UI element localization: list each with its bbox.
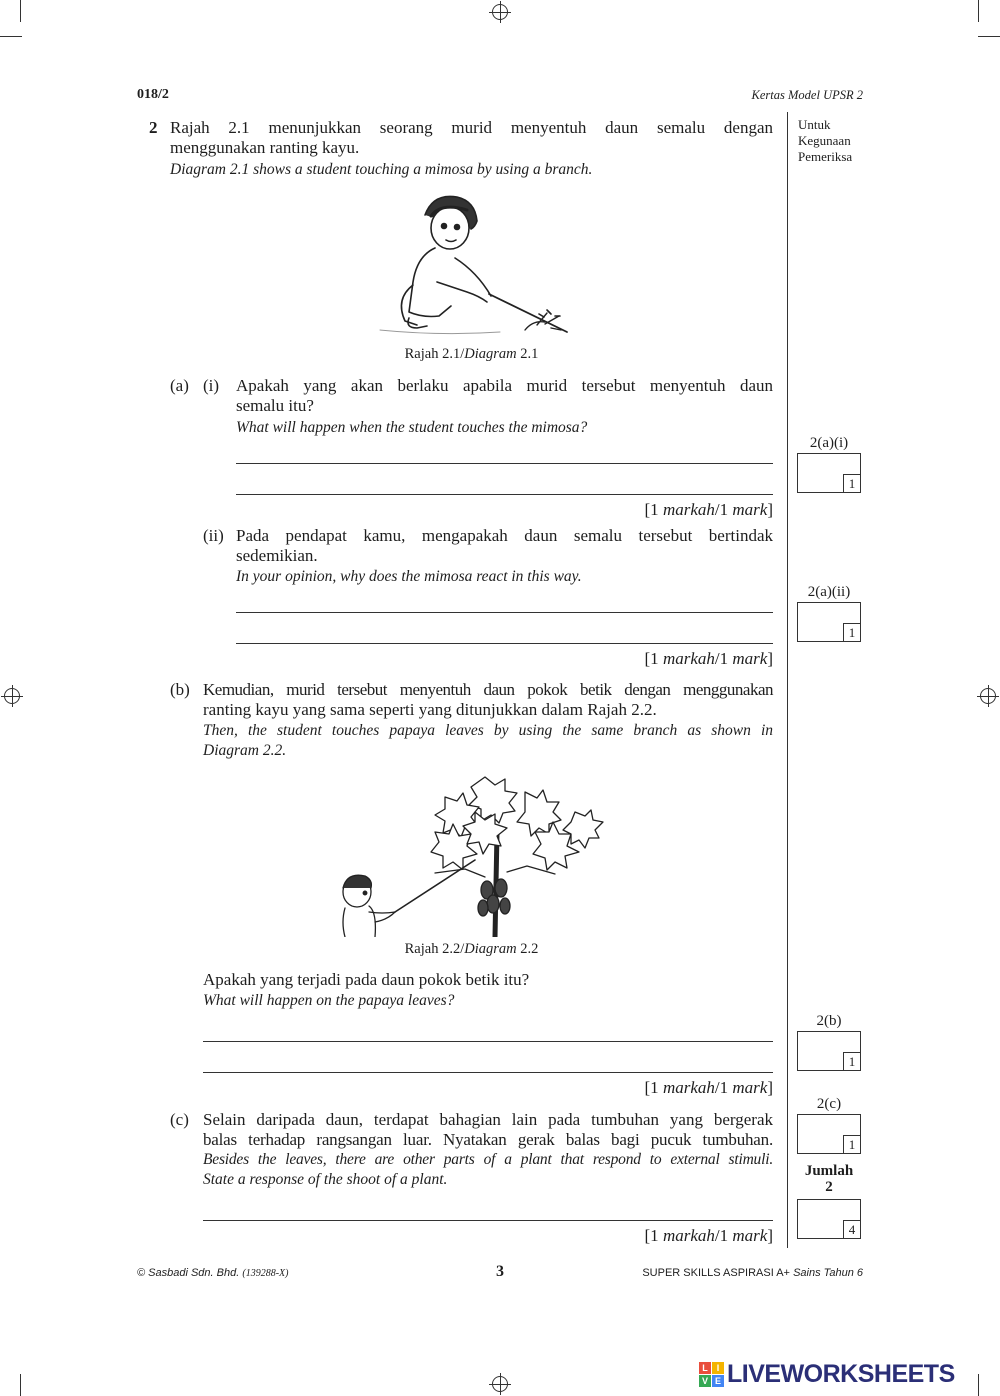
crop-mark: [978, 1374, 979, 1396]
mark-text: markah: [662, 1078, 715, 1097]
mark-text: mark: [732, 500, 768, 519]
examiner-column-divider: [787, 112, 788, 1248]
mark-text: markah: [662, 500, 715, 519]
question-c-en-line: Besides the leaves, there are other parts of a plant that respond to external stimuli.: [203, 1151, 773, 1168]
question-number: 2: [149, 118, 158, 137]
mark-text: /1: [714, 500, 733, 519]
liveworksheets-logo[interactable]: [699, 1359, 955, 1389]
series-title: SUPER SKILLS ASPIRASI A+: [642, 1267, 790, 1279]
mark-box-max: 1: [843, 474, 860, 492]
question-b-bm-line: ranting kayu yang sama seperti yang ditunjukkan dalam Rajah 2.2.: [203, 700, 657, 719]
registration-mark-icon: [492, 4, 508, 20]
examiner-label-line: Kegunaan: [798, 133, 851, 148]
registration-mark-icon: [492, 1376, 508, 1392]
subpart-label: (ii): [203, 526, 224, 545]
mark-box[interactable]: [797, 1031, 861, 1071]
part-a-label: (a): [170, 376, 189, 395]
badge-letter: E: [712, 1375, 724, 1387]
paper-code: 018/2: [137, 87, 169, 102]
liveworksheets-wordmark: LIVEWORKSHEETS: [727, 1359, 955, 1388]
question-c-bm-line: balas terhadap rangsangan luar. Nyatakan gerak balas bagi pucuk tumbuhan.: [203, 1130, 773, 1149]
crop-mark: [978, 0, 979, 22]
question-b-bm-line: Kemudian, murid tersebut menyentuh daun pokok betik dengan menggunakan: [203, 680, 773, 699]
mark-box-label: 2(a)(i): [809, 435, 849, 451]
examiner-label-line: Pemeriksa: [798, 149, 853, 164]
crop-mark: [20, 1374, 21, 1396]
answer-line[interactable]: [236, 463, 773, 464]
mark-box-label: 2(b): [816, 1013, 842, 1029]
mark-box[interactable]: [797, 602, 861, 642]
question-b-q-bm: Apakah yang terjadi pada daun pokok betik itu?: [203, 970, 530, 989]
mark-text: /1: [714, 1078, 733, 1097]
answer-line[interactable]: [236, 612, 773, 613]
figure-caption-bm: Rajah 2.1/: [404, 346, 465, 362]
mark-text: ]: [767, 1226, 773, 1245]
registration-mark-icon: [980, 688, 996, 704]
mark-text: /1: [714, 1226, 733, 1245]
mark-allocation: [645, 500, 773, 520]
figure-caption: [0, 346, 943, 363]
mark-text: [1: [644, 1078, 663, 1097]
question-b-en-line: Diagram 2.2.: [203, 742, 287, 759]
mark-allocation: [645, 1078, 773, 1098]
mark-text: markah: [662, 649, 715, 668]
mark-text: markah: [662, 1226, 715, 1245]
question-ai-en: What will happen when the student touches the mimosa?: [236, 419, 588, 436]
figure-caption-number: 2.1: [516, 346, 539, 362]
mark-box[interactable]: [797, 453, 861, 493]
mark-box-max: 1: [843, 1052, 860, 1070]
boy-touching-mimosa-illustration: [375, 190, 570, 340]
question-b-q-en: What will happen on the papaya leaves?: [203, 992, 455, 1009]
question-aii-en: In your opinion, why does the mimosa react in this way.: [236, 568, 582, 585]
answer-line[interactable]: [203, 1220, 773, 1221]
answer-line[interactable]: [203, 1041, 773, 1042]
answer-line[interactable]: [203, 1072, 773, 1073]
intro-bm-line: Rajah 2.1 menunjukkan seorang murid menyentuh daun semalu dengan: [170, 118, 773, 137]
company-number: (139288-X): [242, 1268, 289, 1279]
mark-text: /1: [714, 649, 733, 668]
part-label: [170, 376, 189, 396]
page-number: 3: [496, 1263, 504, 1280]
crop-mark: [0, 36, 22, 37]
liveworksheets-badge-icon: [699, 1362, 724, 1387]
mark-text: mark: [732, 1078, 768, 1097]
mark-allocation: [645, 1226, 773, 1246]
question-ai-bm-line: Apakah yang akan berlaku apabila murid tersebut menyentuh daun: [236, 376, 773, 395]
total-mark-max: 4: [843, 1220, 860, 1238]
mark-allocation: [645, 649, 773, 669]
registration-mark-icon: [4, 688, 20, 704]
part-c-label: (c): [170, 1110, 189, 1129]
footer-series: [642, 1267, 863, 1279]
figure-caption-en: Diagram: [464, 346, 517, 362]
mark-text: ]: [767, 649, 773, 668]
series-subject: Sains Tahun 6: [793, 1267, 863, 1279]
subpart-label: (i): [203, 376, 220, 395]
question-c-en-line: State a response of the shoot of a plant.: [203, 1171, 448, 1188]
question-c-bm-line: Selain daripada daun, terdapat bahagian lain pada tumbuhan yang bergerak: [203, 1110, 773, 1129]
mark-box-label: 2(c): [816, 1096, 842, 1112]
answer-line[interactable]: [236, 494, 773, 495]
part-b-label: (b): [170, 680, 190, 699]
total-mark-box[interactable]: [797, 1199, 861, 1239]
badge-letter: I: [712, 1362, 724, 1374]
crop-mark: [20, 0, 21, 22]
mark-box-max: 1: [843, 623, 860, 641]
boy-and-papaya-tree-illustration: [335, 772, 610, 937]
question-aii-bm-line: Pada pendapat kamu, mengapakah daun semalu tersebut bertindak: [236, 526, 773, 545]
figure-caption-bm: Rajah 2.2/: [404, 941, 465, 957]
mark-text: [1: [644, 500, 663, 519]
question-b-en-line: Then, the student touches papaya leaves by using the same branch as shown in: [203, 722, 773, 739]
total-label-number: 2: [825, 1179, 833, 1195]
crop-mark: [978, 36, 1000, 37]
intro-bm-line: menggunakan ranting kayu.: [170, 138, 360, 157]
figure-caption-en: Diagram: [464, 941, 517, 957]
question-aii-bm-line: sedemikian.: [236, 546, 318, 565]
copyright-text: © Sasbadi Sdn. Bhd.: [137, 1267, 240, 1279]
paper-title: Kertas Model UPSR 2: [751, 88, 863, 102]
total-label-text: Jumlah: [804, 1163, 854, 1179]
figure-caption-number: 2.2: [516, 941, 539, 957]
mark-box[interactable]: [797, 1114, 861, 1154]
mark-text: [1: [644, 649, 663, 668]
examiner-label-line: Untuk: [798, 117, 831, 132]
mark-text: ]: [767, 500, 773, 519]
total-label: [797, 1163, 861, 1195]
badge-letter: V: [699, 1375, 711, 1387]
mark-text: mark: [732, 1226, 768, 1245]
badge-letter: L: [699, 1362, 711, 1374]
answer-line[interactable]: [236, 643, 773, 644]
mark-text: [1: [644, 1226, 663, 1245]
mark-box-max: 1: [843, 1135, 860, 1153]
intro-en: Diagram 2.1 shows a student touching a mimosa by using a branch.: [170, 161, 593, 178]
mark-box-label: 2(a)(ii): [807, 584, 851, 600]
mark-text: mark: [732, 649, 768, 668]
examiner-label: [798, 117, 852, 165]
figure-caption: [0, 941, 943, 958]
mark-text: ]: [767, 1078, 773, 1097]
question-ai-bm-line: semalu itu?: [236, 396, 314, 415]
